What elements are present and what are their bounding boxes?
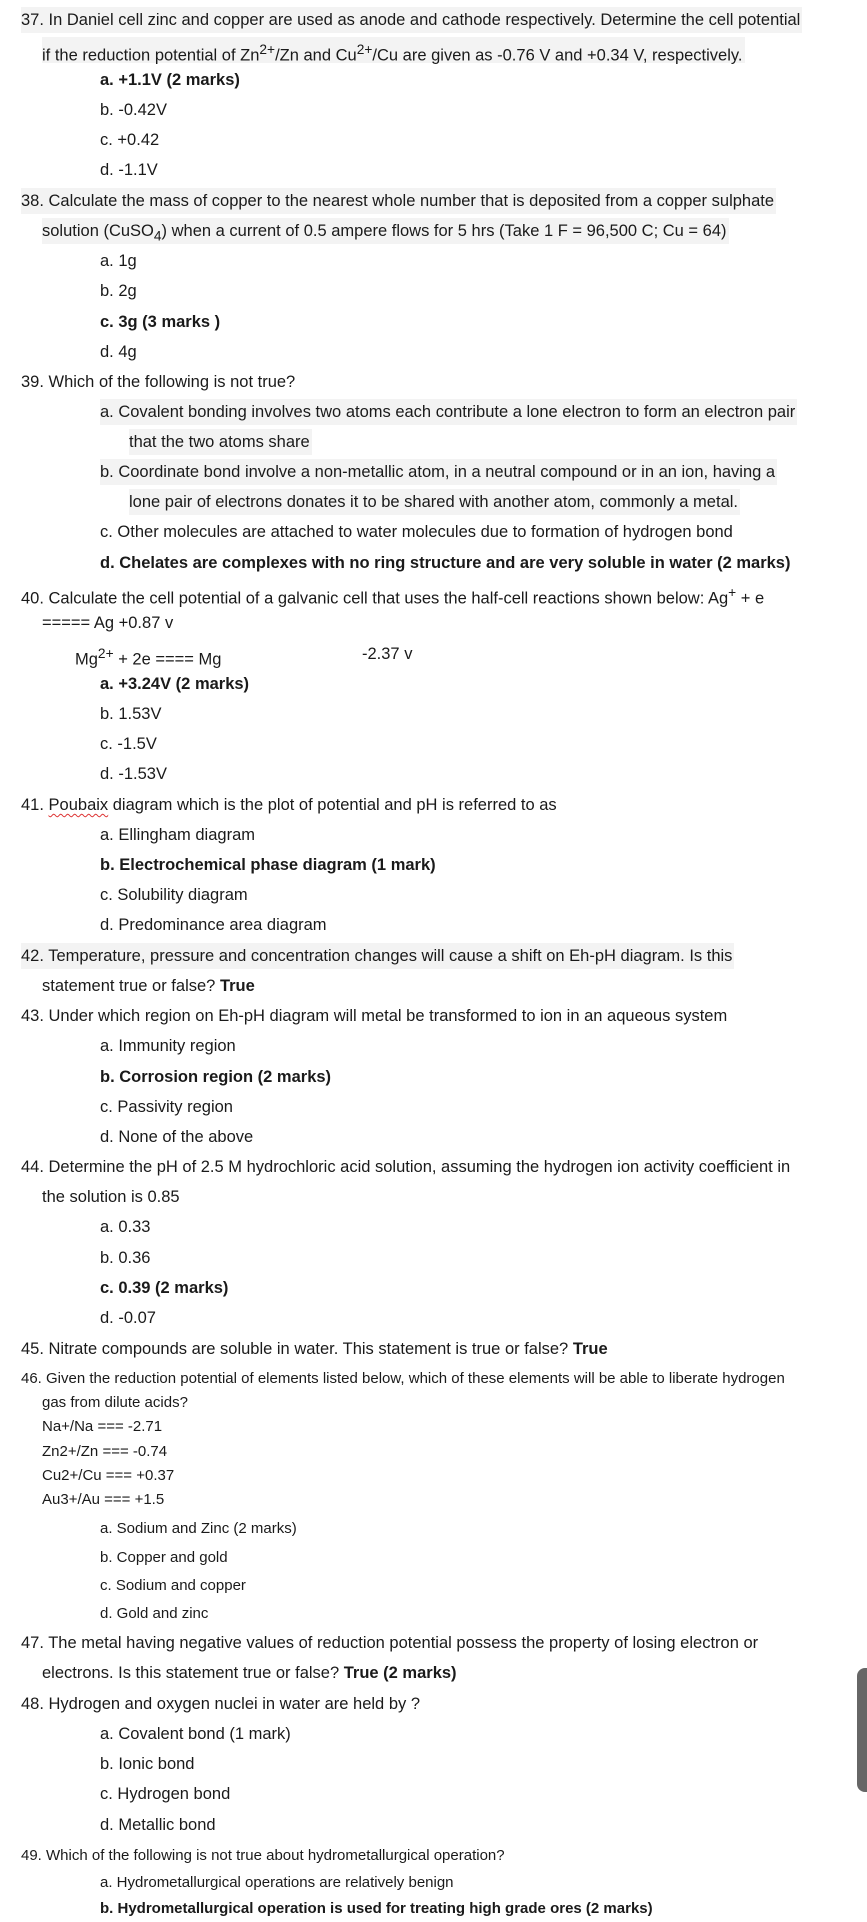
answer-42: True — [219, 977, 255, 995]
option-39a: a. Covalent bonding involves two atoms each contribute a lone electron to form an electron pair — [100, 399, 797, 425]
question-49-text: 49. Which of the following is not true about hydrometallurgical operation? — [21, 1847, 505, 1864]
option-43b: b. Corrosion region (2 marks) — [100, 1068, 332, 1086]
option-37b: b. -0.42V — [100, 101, 167, 119]
question-44-text: 44. Determine the pH of 2.5 M hydrochloric acid solution, assuming the hydrogen ion activity coefficient in — [21, 1158, 791, 1176]
option-49a: a. Hydrometallurgical operations are relatively benign — [100, 1874, 454, 1891]
option-37c: c. +0.42 — [100, 131, 160, 149]
question-39-text: 39. Which of the following is not true? — [21, 373, 296, 391]
option-48d: d. Metallic bond — [100, 1816, 216, 1834]
option-43a: a. Immunity region — [100, 1037, 236, 1055]
option-43d: d. None of the above — [100, 1128, 254, 1146]
option-44d: d. -0.07 — [100, 1309, 156, 1327]
option-48a: a. Covalent bond (1 mark) — [100, 1725, 291, 1743]
option-39b-cont: lone pair of electrons donates it to be shared with another atom, commonly a metal. — [129, 489, 740, 515]
option-43c: c. Passivity region — [100, 1098, 233, 1116]
option-38a: a. 1g — [100, 252, 137, 270]
question-47-text: 47. The metal having negative values of reduction potential possess the property of losing electron or — [21, 1634, 759, 1652]
option-40d: d. -1.53V — [100, 765, 167, 783]
option-41b: b. Electrochemical phase diagram (1 mark) — [100, 856, 436, 874]
option-40c: c. -1.5V — [100, 735, 157, 753]
reduction-potential-na: Na+/Na === -2.71 — [42, 1418, 163, 1435]
option-46a: a. Sodium and Zinc (2 marks) — [100, 1520, 297, 1537]
question-40-reaction-ag: ===== Ag +0.87 v — [42, 614, 174, 632]
option-49b: b. Hydrometallurgical operation is used for treating high grade ores (2 marks) — [100, 1900, 653, 1917]
option-39c: c. Other molecules are attached to water molecules due to formation of hydrogen bond — [100, 523, 733, 541]
question-38-text-cont: solution (CuSO$_4$) when a current of 0.5 ampere flows for 5 hrs (Take 1 F = 96,500 C; Cu = 64) — [42, 218, 729, 244]
option-44c: c. 0.39 (2 marks) — [100, 1279, 229, 1297]
question-48-text: 48. Hydrogen and oxygen nuclei in water are held by ? — [21, 1695, 421, 1713]
question-40-text: 40. Calculate the cell potential of a galvanic cell that uses the half-cell reactions shown below: Ag+ + e — [21, 585, 765, 608]
option-37d: d. -1.1V — [100, 161, 158, 179]
answer-45: True — [572, 1340, 608, 1358]
question-37-text-cont: if the reduction potential of $Zn^{2+}/Zn$ and $Cu^{2+}/Cu$ are given as -0.76 V and +0.34 V, respectively. — [42, 37, 745, 63]
option-40b: b. 1.53V — [100, 705, 162, 723]
option-38d: d. 4g — [100, 343, 137, 361]
question-45-text: 45. Nitrate compounds are soluble in water. This statement is true or false? True — [21, 1340, 608, 1358]
option-40a: a. +3.24V (2 marks) — [100, 675, 250, 693]
question-40-reaction-mg: $Mg^{2+} + 2e$ ==== Mg — [75, 646, 222, 669]
option-38b: b. 2g — [100, 282, 137, 300]
spelling-error-word: Poubaix — [48, 796, 109, 814]
option-46d: d. Gold and zinc — [100, 1605, 209, 1622]
question-40-mg-potential: -2.37 v — [362, 645, 413, 663]
option-41a: a. Ellingham diagram — [100, 826, 255, 844]
option-41d: d. Predominance area diagram — [100, 916, 327, 934]
question-46-text: 46. Given the reduction potential of elements listed below, which of these elements will be able to liberate hydrogen — [21, 1370, 785, 1387]
scroll-handle[interactable] — [857, 1668, 867, 1792]
option-38c: c. 3g (3 marks ) — [100, 313, 221, 331]
answer-47: True (2 marks) — [343, 1664, 457, 1682]
question-38-text: 38. Calculate the mass of copper to the nearest whole number that is deposited from a copper sulphate — [21, 188, 776, 214]
option-44b: b. 0.36 — [100, 1249, 151, 1267]
question-47-text-cont: electrons. Is this statement true or false? True (2 marks) — [42, 1664, 457, 1682]
question-42-text-cont: statement true or false? True — [42, 977, 255, 995]
option-46c: c. Sodium and copper — [100, 1577, 246, 1594]
option-39b: b. Coordinate bond involve a non-metallic atom, in a neutral compound or in an ion, having a — [100, 459, 777, 485]
option-46b: b. Copper and gold — [100, 1549, 228, 1566]
reduction-potential-au: Au3+/Au === +1.5 — [42, 1491, 165, 1508]
reduction-potential-cu: Cu2+/Cu === +0.37 — [42, 1467, 175, 1484]
question-41-text: 41. Poubaix diagram which is the plot of potential and pH is referred to as — [21, 796, 557, 814]
option-44a: a. 0.33 — [100, 1218, 151, 1236]
option-41c: c. Solubility diagram — [100, 886, 248, 904]
option-48c: c. Hydrogen bond — [100, 1785, 231, 1803]
question-42-text: 42. Temperature, pressure and concentration changes will cause a shift on Eh-pH diagram. Is this — [21, 943, 734, 969]
option-39d: d. Chelates are complexes with no ring structure and are very soluble in water (2 marks) — [100, 554, 791, 572]
option-48b: b. Ionic bond — [100, 1755, 195, 1773]
question-44-text-cont: the solution is 0.85 — [42, 1188, 180, 1206]
question-46-text-cont: gas from dilute acids? — [42, 1394, 188, 1411]
option-39a-cont: that the two atoms share — [129, 429, 312, 455]
question-37-text: 37. In Daniel cell zinc and copper are used as anode and cathode respectively. Determine the cell potential — [21, 7, 802, 33]
option-37a: a. +1.1V (2 marks) — [100, 71, 240, 89]
reduction-potential-zn: Zn2+/Zn === -0.74 — [42, 1443, 168, 1460]
question-43-text: 43. Under which region on Eh-pH diagram will metal be transformed to ion in an aqueous system — [21, 1007, 728, 1025]
